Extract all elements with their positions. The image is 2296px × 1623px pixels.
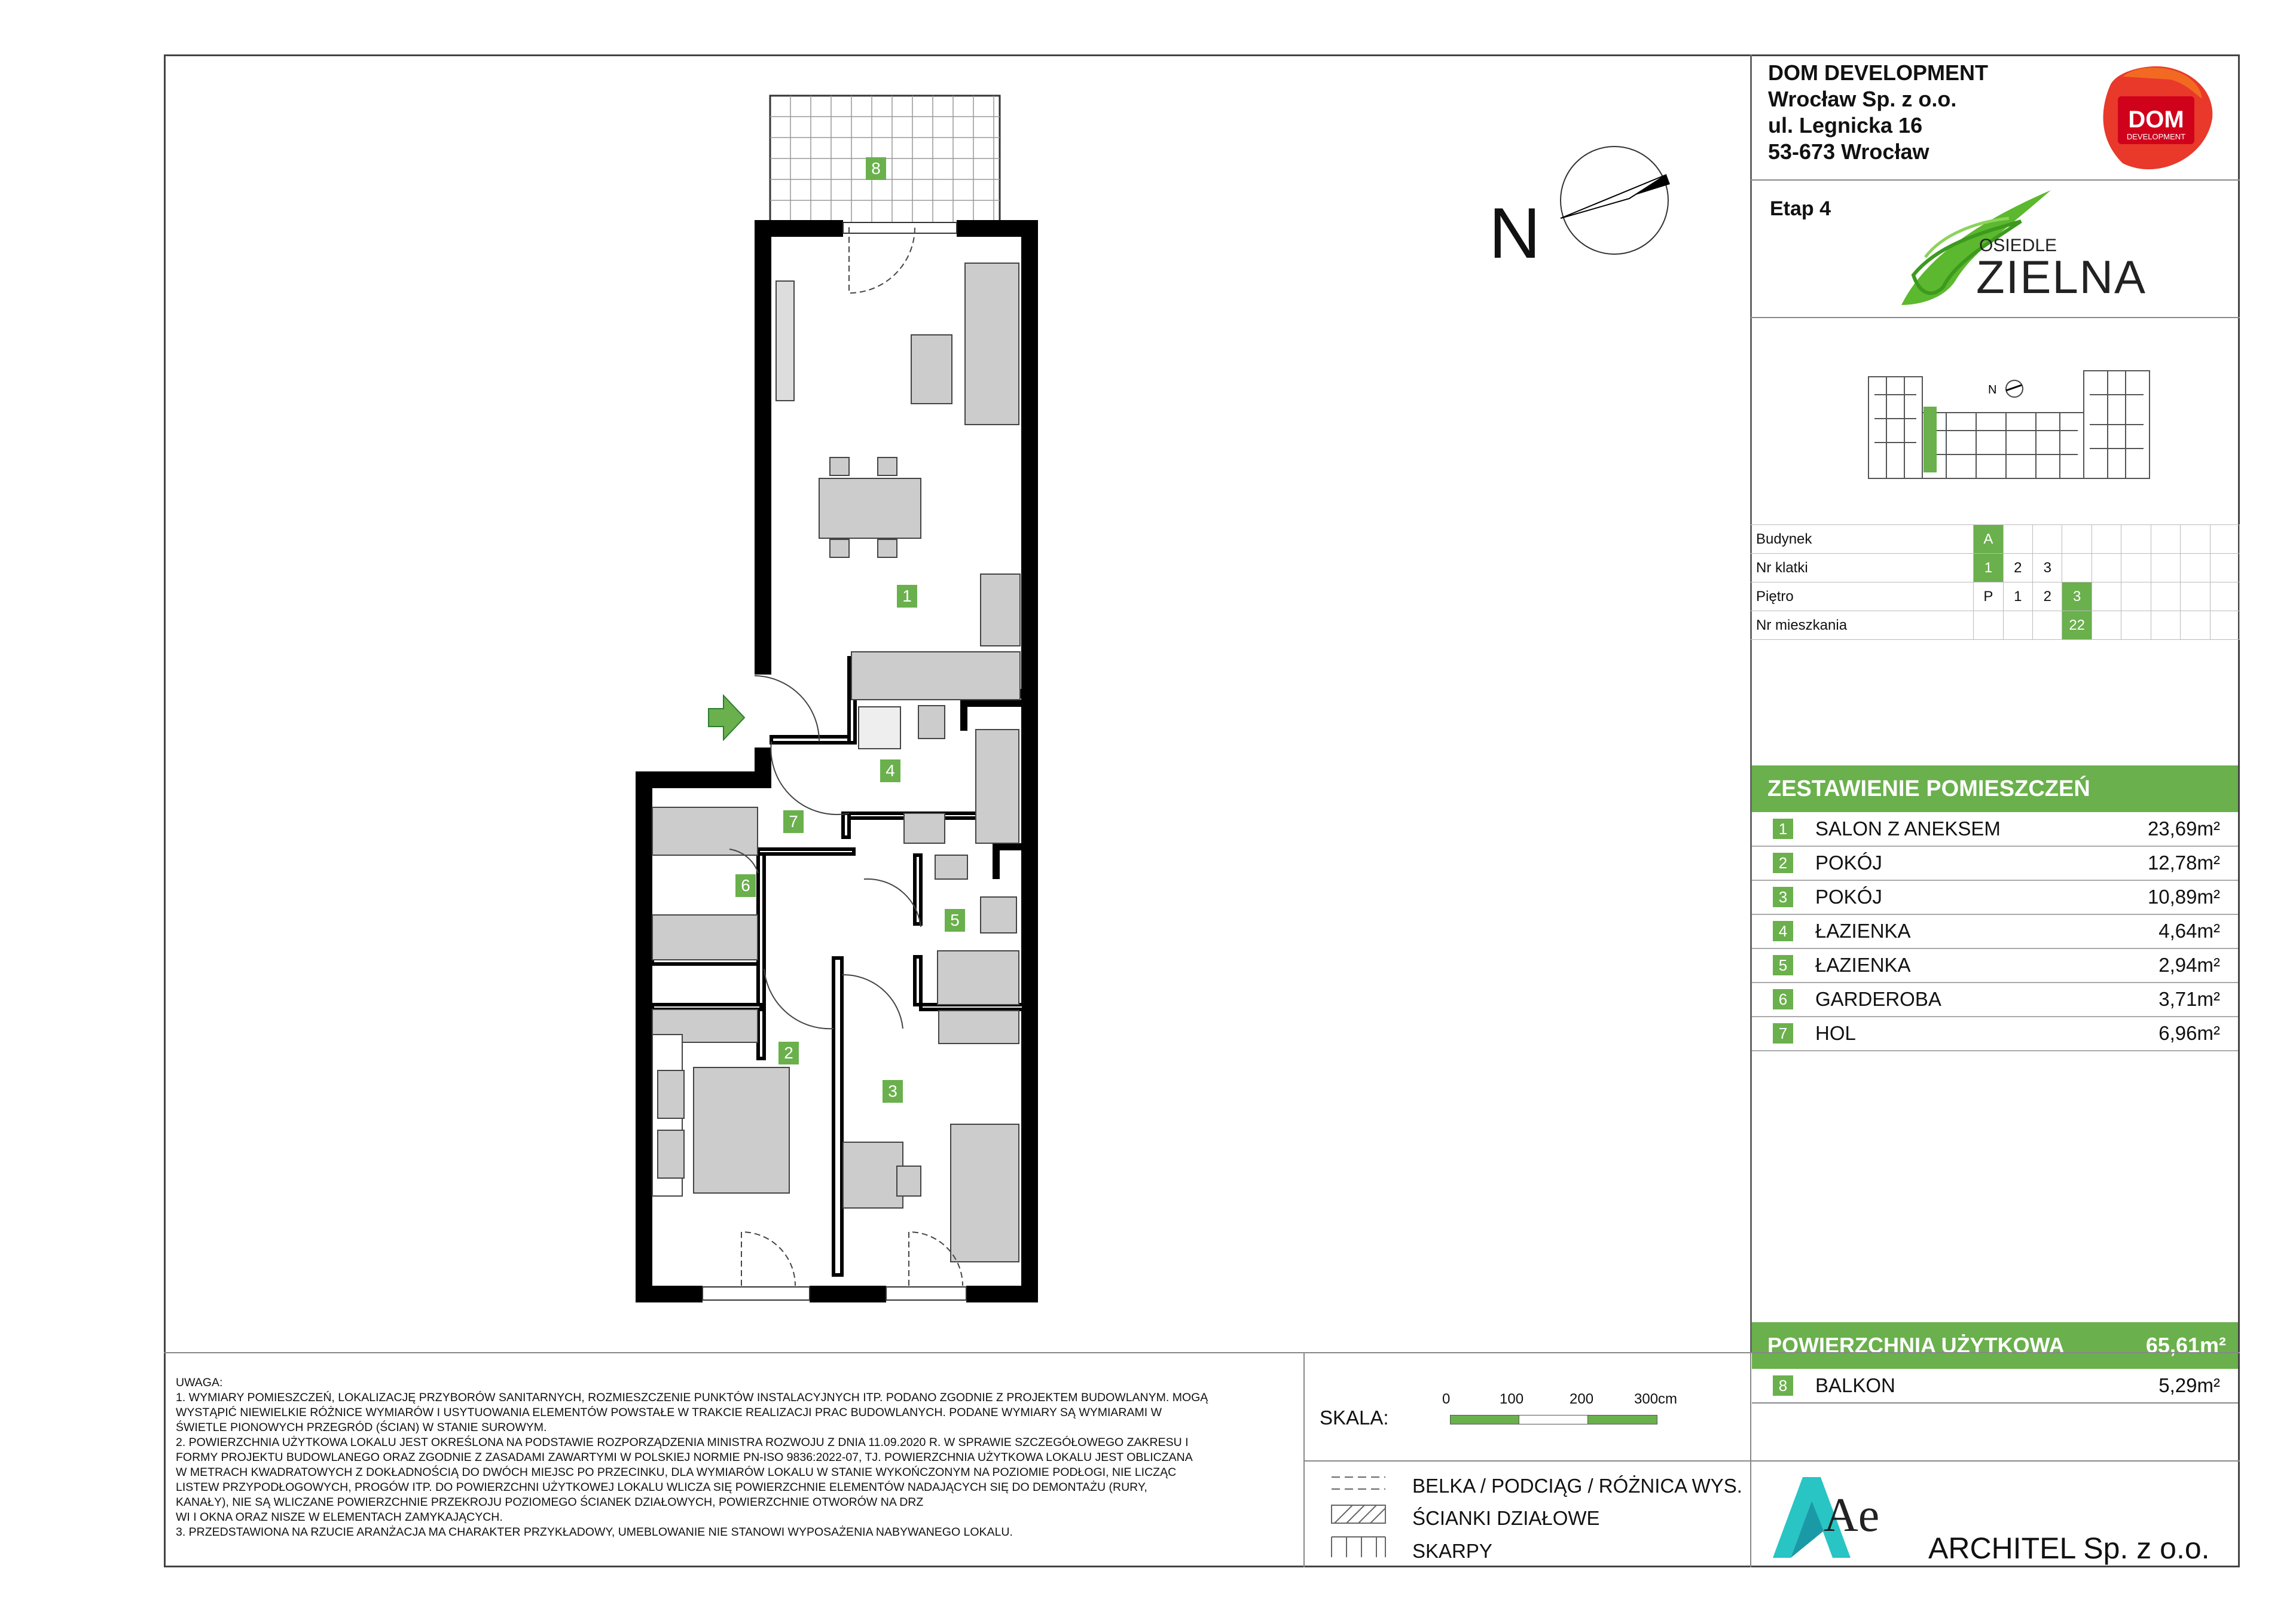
location-cell (2181, 525, 2210, 554)
scale-tick-0: 0 (1442, 1391, 1451, 1407)
location-cell (2151, 611, 2180, 640)
room-name: ŁAZIENKA (1815, 954, 1911, 976)
legend-icons (1329, 1472, 1388, 1562)
hatch-icon (1332, 1505, 1385, 1523)
room-number: 3 (1773, 887, 1793, 907)
room-tag-3: 3 (883, 1080, 903, 1103)
scale-bar-segment (1450, 1415, 1520, 1424)
room-tag-5: 5 (945, 909, 965, 932)
location-row (1750, 611, 2240, 640)
room-number: 4 (1773, 921, 1793, 941)
location-cell (2151, 525, 2180, 554)
divider (164, 1352, 2240, 1353)
room-name: POKÓJ (1815, 886, 1882, 908)
dom-logo-subtext: DEVELOPMENT (2126, 132, 2186, 141)
note-line: 1. WYMIARY POMIESZCZEŃ, LOKALIZACJĘ PRZYBORÓW SANITARNYCH, ROZMIESZCZENIE PUNKTÓW INSTALACYJNYCH ITP. PODANO ZGODNIE Z PROJEKTEM BUDOWLANYM. MOGĄ (176, 1391, 1208, 1404)
location-cell (2210, 525, 2239, 554)
note-line: 2. POWIERZCHNIA UŻYTKOWA LOKALU JEST OKREŚLONA NA PODSTAWIE ROZPORZĄDZENIA MINISTRA ROZWOJU Z DNIA 11.09.2020 R. W SPRAWIE SZCZEGÓŁOWEGO ZAKRESU I (176, 1436, 1189, 1449)
total-area-value: 65,61m² (2145, 1333, 2226, 1357)
balcony-area: 5,29m² (2158, 1374, 2220, 1396)
scale-label: SKALA: (1320, 1407, 1389, 1429)
location-cell (2003, 525, 2032, 554)
location-cell: 1 (2003, 582, 2032, 611)
room-name: GARDEROBA (1815, 988, 1941, 1010)
keyplan-north-label: N (1988, 383, 1997, 396)
room-tag-6: 6 (735, 874, 756, 897)
location-cell (2062, 525, 2092, 554)
scale-tick-2: 200 (1570, 1391, 1594, 1407)
scale-tick-1: 100 (1500, 1391, 1524, 1407)
location-cell (2092, 554, 2121, 582)
divider (1303, 1352, 1305, 1567)
location-cell (2033, 525, 2062, 554)
location-row-label: Nr klatki (1750, 554, 1974, 582)
notes-block (176, 1375, 1300, 1540)
company-city: 53-673 Wrocław (1768, 139, 1929, 164)
location-cell (2092, 611, 2121, 640)
location-cell (2121, 611, 2151, 640)
location-cell: P (1974, 582, 2003, 611)
location-cell (2003, 611, 2032, 640)
location-row-label: Piętro (1750, 582, 1974, 611)
legend-partition-walls: ŚCIANKI DZIAŁOWE (1412, 1507, 1600, 1529)
architel-logo (1767, 1471, 1922, 1561)
rooms-heading: ZESTAWIENIE POMIESZCZEŃ (1752, 765, 2238, 812)
room-name: SALON Z ANEKSEM (1815, 817, 2001, 840)
floor-plan (628, 84, 1106, 1316)
location-cell (2062, 554, 2092, 582)
room-area: 6,96m² (2158, 1022, 2220, 1044)
architel-logo-text: Ae (1824, 1489, 1880, 1542)
total-area-bar (1752, 1322, 2238, 1369)
room-number: 6 (1773, 989, 1793, 1009)
location-row-label: Budynek (1750, 525, 1974, 554)
legend-beam: BELKA / PODCIĄG / RÓŻNICA WYS. (1412, 1475, 1742, 1497)
balcony-name: BALKON (1815, 1374, 1895, 1396)
location-cell: 2 (2033, 582, 2062, 611)
location-cell (2092, 582, 2121, 611)
room-tag-4: 4 (880, 759, 900, 782)
stage-label: Etap 4 (1770, 197, 1831, 220)
room-row (1752, 812, 2238, 847)
location-table (1750, 524, 2240, 640)
room-number: 5 (1773, 955, 1793, 975)
room-tag-7: 7 (783, 810, 804, 833)
sill-icon (1332, 1537, 1385, 1557)
location-row-label: Nr mieszkania (1750, 611, 1974, 640)
room-area: 2,94m² (2158, 954, 2220, 976)
location-cell (2033, 611, 2062, 640)
company-address (1768, 60, 1988, 165)
room-area: 12,78m² (2147, 852, 2220, 874)
scale-bar-segment (1519, 1415, 1589, 1424)
location-cell: 2 (2003, 554, 2032, 582)
location-cell: 3 (2062, 582, 2092, 611)
location-cell (2121, 582, 2151, 611)
location-cell (2181, 582, 2210, 611)
location-cell (2210, 611, 2239, 640)
divider (1750, 179, 2240, 181)
location-cell: 3 (2033, 554, 2062, 582)
location-cell (2181, 554, 2210, 582)
location-row (1750, 525, 2240, 554)
room-name: ŁAZIENKA (1815, 920, 1911, 942)
location-cell (2210, 582, 2239, 611)
dashed-line-icon (1332, 1477, 1385, 1489)
balcony-number: 8 (1773, 1375, 1793, 1396)
note-line: KANAŁY), NIE SĄ WLICZANE POWIERZCHNIE PRZEKROJU POZIOMEGO ŚCIANEK DZIAŁOWYCH, POWIERZCHNIE OTWORÓW NA DRZ (176, 1496, 924, 1509)
key-plan (1863, 359, 2155, 484)
location-cell (1974, 611, 2003, 640)
company-entity: Wrocław Sp. z o.o. (1768, 87, 1957, 111)
room-tag-2: 2 (778, 1042, 799, 1064)
location-cell (2181, 611, 2210, 640)
architect-name: ARCHITEL Sp. z o.o. (1928, 1532, 2210, 1565)
location-cell (2121, 525, 2151, 554)
room-area: 3,71m² (2158, 988, 2220, 1010)
total-area-label: POWIERZCHNIA UŻYTKOWA (1767, 1333, 2065, 1357)
location-cell: A (1974, 525, 2003, 554)
location-cell (2092, 525, 2121, 554)
divider (1750, 1352, 1751, 1567)
room-area: 10,89m² (2147, 886, 2220, 908)
room-number: 2 (1773, 853, 1793, 873)
north-arrow-icon (1558, 144, 1671, 257)
osiedle-zielna-logo (1889, 185, 2147, 311)
scale-tick-3: 300cm (1634, 1391, 1678, 1407)
scale-bar-segment (1587, 1415, 1657, 1424)
north-label: N (1489, 193, 1541, 273)
note-line: WYSTĄPIĆ NIEWIELKIE RÓŻNICE WYMIARÓW I USYTUOWANIA ELEMENTÓW POWSTAŁE W TRAKCIE REALIZACJI PRAC BUDOWLANYCH. PODANE WYMIARY SĄ WYMIARAMI W (176, 1406, 1162, 1419)
room-area: 23,69m² (2147, 817, 2220, 840)
company-street: ul. Legnicka 16 (1768, 113, 1923, 138)
location-cell (2151, 582, 2180, 611)
divider (1303, 1460, 2240, 1462)
note-line: LISTEW PRZYPODŁOGOWYCH, PROGÓW ITP. DO POWIERZCHNI UŻYTKOWEJ LOKALU WLICZA SIĘ POWIERZCHNIE ELEMENTÓW NADAJĄCYCH SIĘ DO DEMONTAŻU (RURY, (176, 1481, 1147, 1494)
room-row (1752, 948, 2238, 983)
location-cell: 1 (1974, 554, 2003, 582)
divider (1750, 317, 2240, 318)
notes-title: UWAGA: (176, 1376, 223, 1389)
note-line: 3. PRZEDSTAWIONA NA RZUCIE ARANŻACJA MA CHARAKTER PRZYKŁADOWY, UMEBLOWANIE NIE STANOWI WYPOSAŻENIA NABYWANEGO LOKALU. (176, 1526, 1013, 1539)
dom-logo-text: DOM (2128, 106, 2184, 133)
room-row (1752, 914, 2238, 949)
room-number: 1 (1773, 819, 1793, 839)
room-row (1752, 1017, 2238, 1051)
legend-sills: SKARPY (1412, 1540, 1492, 1562)
location-cell: 22 (2062, 611, 2092, 640)
entrance-arrow-icon (709, 695, 744, 740)
company-name: DOM DEVELOPMENT (1768, 60, 1989, 85)
room-tag-1: 1 (897, 585, 917, 608)
location-row (1750, 582, 2240, 611)
location-row (1750, 554, 2240, 582)
room-row (1752, 880, 2238, 915)
location-cell (2121, 554, 2151, 582)
balcony-row (1752, 1369, 2238, 1404)
location-cell (2151, 554, 2180, 582)
dom-development-logo (2087, 62, 2217, 175)
room-name: POKÓJ (1815, 852, 1882, 874)
note-line: FORMY PROJEKTU BUDOWLANEGO ORAZ ZGODNIE Z ZASADAMI ZAWARTYMI W POLSKIEJ NORMIE PN-ISO 9836:2022-07, TJ. POWIERZCHNIA UŻYTKOWA LOKALU JEST OBLICZANA (176, 1451, 1193, 1464)
location-cell (2210, 554, 2239, 582)
room-tag-8: 8 (866, 157, 886, 180)
logo-zielna-text: ZIELNA (1976, 251, 2147, 303)
note-line: W METRACH KWADRATOWYCH Z DOKŁADNOŚCIĄ DO DWÓCH MIEJSC PO PRZECINKU, DLA WYMIARÓW LOKALU W STANIE WYKOŃCZONYM NA POZIOMIE PODŁOGI, NIE LICZĄC (176, 1466, 1177, 1479)
room-row (1752, 983, 2238, 1017)
room-row (1752, 846, 2238, 881)
note-line: ŚWIETLE PIONOWYCH PRZEGRÓD (ŚCIAN) W STANIE SUROWYM. (176, 1421, 547, 1434)
room-area: 4,64m² (2158, 920, 2220, 942)
note-line: WI I OKNA ORAZ NISZE W ELEMENTACH ZAMYKAJĄCYCH. (176, 1511, 503, 1524)
room-number: 7 (1773, 1023, 1793, 1044)
room-name: HOL (1815, 1022, 1856, 1044)
logo-osiedle-text: OSIEDLE (1979, 236, 2057, 255)
